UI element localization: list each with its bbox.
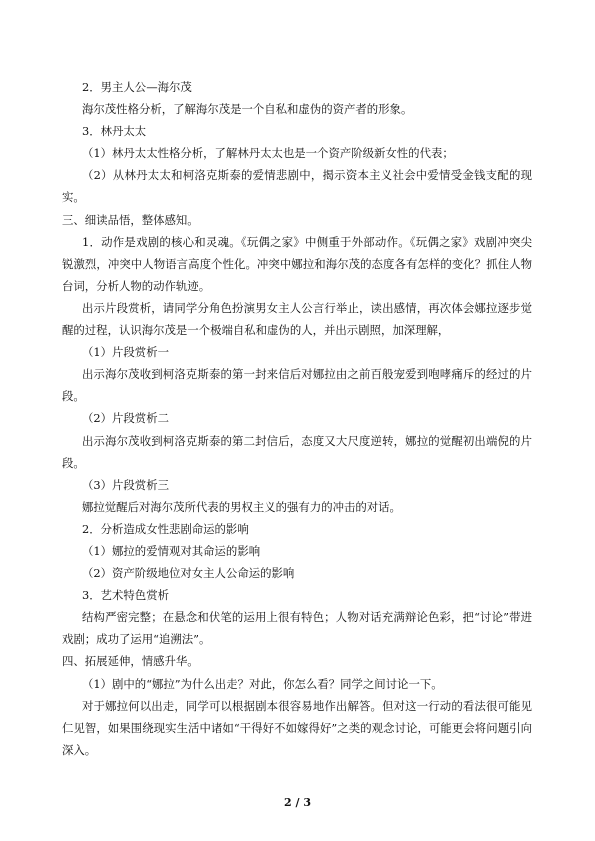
- paragraph-excerpt-three: 娜拉觉醒后对海尔茂所代表的男权主义的强有力的冲击的对话。: [82, 499, 401, 514]
- heading-excerpt-three: （3）片段赏析三: [82, 477, 169, 492]
- heading-tragedy-analysis: 2．分析造成女性悲剧命运的影响: [82, 521, 249, 536]
- paragraph-role-play: 出示片段赏析，请同学分角色扮演男女主人公言行举止，读出感情，再次体会娜拉逐步觉醒的过程，认识海尔茂是一个极端自私和虚伪的人，并出示剧照，加深理解，: [62, 300, 532, 338]
- page-number: 2 / 3: [284, 796, 311, 809]
- document-body: [62, 76, 532, 761]
- heading-excerpt-one: （1）片段赏析一: [82, 345, 169, 360]
- paragraph-discussion-answer: 对于娜拉何以出走，同学可以根据剧本很容易地作出解答。但对这一行动的看法很可能见仁见智，如果围绕现实生活中诸如“干得好不如嫁得好”之类的观念讨论，可能更会将问题引向深入。: [62, 698, 532, 757]
- paragraph-linde-tragedy: （2）从林丹太太和柯洛克斯泰的爱情悲剧中，揭示资本主义社会中爱情受金钱支配的现实。: [62, 168, 532, 205]
- paragraph-discussion-question: （1）剧中的“娜拉”为什么出走？对此，你怎么看？同学之间讨论一下。: [82, 676, 443, 691]
- heading-excerpt-two: （2）片段赏析二: [82, 411, 169, 426]
- paragraph-dramatic-action: 1．动作是戏剧的核心和灵魂。《玩偶之家》中侧重于外部动作。《玩偶之家》戏剧冲突尖锐激烈，冲突中人物语言高度个性化。冲突中娜拉和海尔茂的态度各有怎样的变化？抓住人物台词，分析人物的动作轨迹。: [62, 234, 532, 293]
- heading-male-lead: 2．男主人公—海尔茂: [82, 80, 192, 94]
- list-item-class-status: （2）资产阶级地位对女主人公命运的影响: [82, 566, 295, 581]
- list-item-love-view: （1）娜拉的爱情观对其命运的影响: [82, 543, 261, 558]
- paragraph-excerpt-two: 出示海尔茂收到柯洛克斯泰的第二封信后，态度又大尺度逆转，娜拉的觉醒初出端倪的片段。: [62, 433, 532, 470]
- section-heading-four: 四、拓展延伸，情感升华。: [62, 654, 199, 669]
- paragraph-artistic-features: 结构严密完整；在悬念和伏笔的运用上很有特色；人物对话充满辩论色彩，把“讨论”带进戏剧；成功了运用“追溯法”。: [62, 610, 532, 647]
- heading-mrs-linde: 3．林丹太太: [82, 124, 147, 139]
- paragraph-linde-analysis: （1）林丹太太性格分析，了解林丹太太也是一个资产阶级新女性的代表；: [82, 146, 454, 161]
- section-heading-three: 三、细读品悟，整体感知。: [62, 212, 199, 227]
- heading-artistic-features: 3．艺术特色赏析: [82, 588, 169, 603]
- paragraph-helmer-analysis: 海尔茂性格分析，了解海尔茂是一个自私和虚伪的资产者的形象。: [82, 102, 413, 117]
- paragraph-excerpt-one: 出示海尔茂收到柯洛克斯泰的第一封来信后对娜拉由之前百般宠爱到咆哮痛斥的经过的片段。: [62, 367, 532, 404]
